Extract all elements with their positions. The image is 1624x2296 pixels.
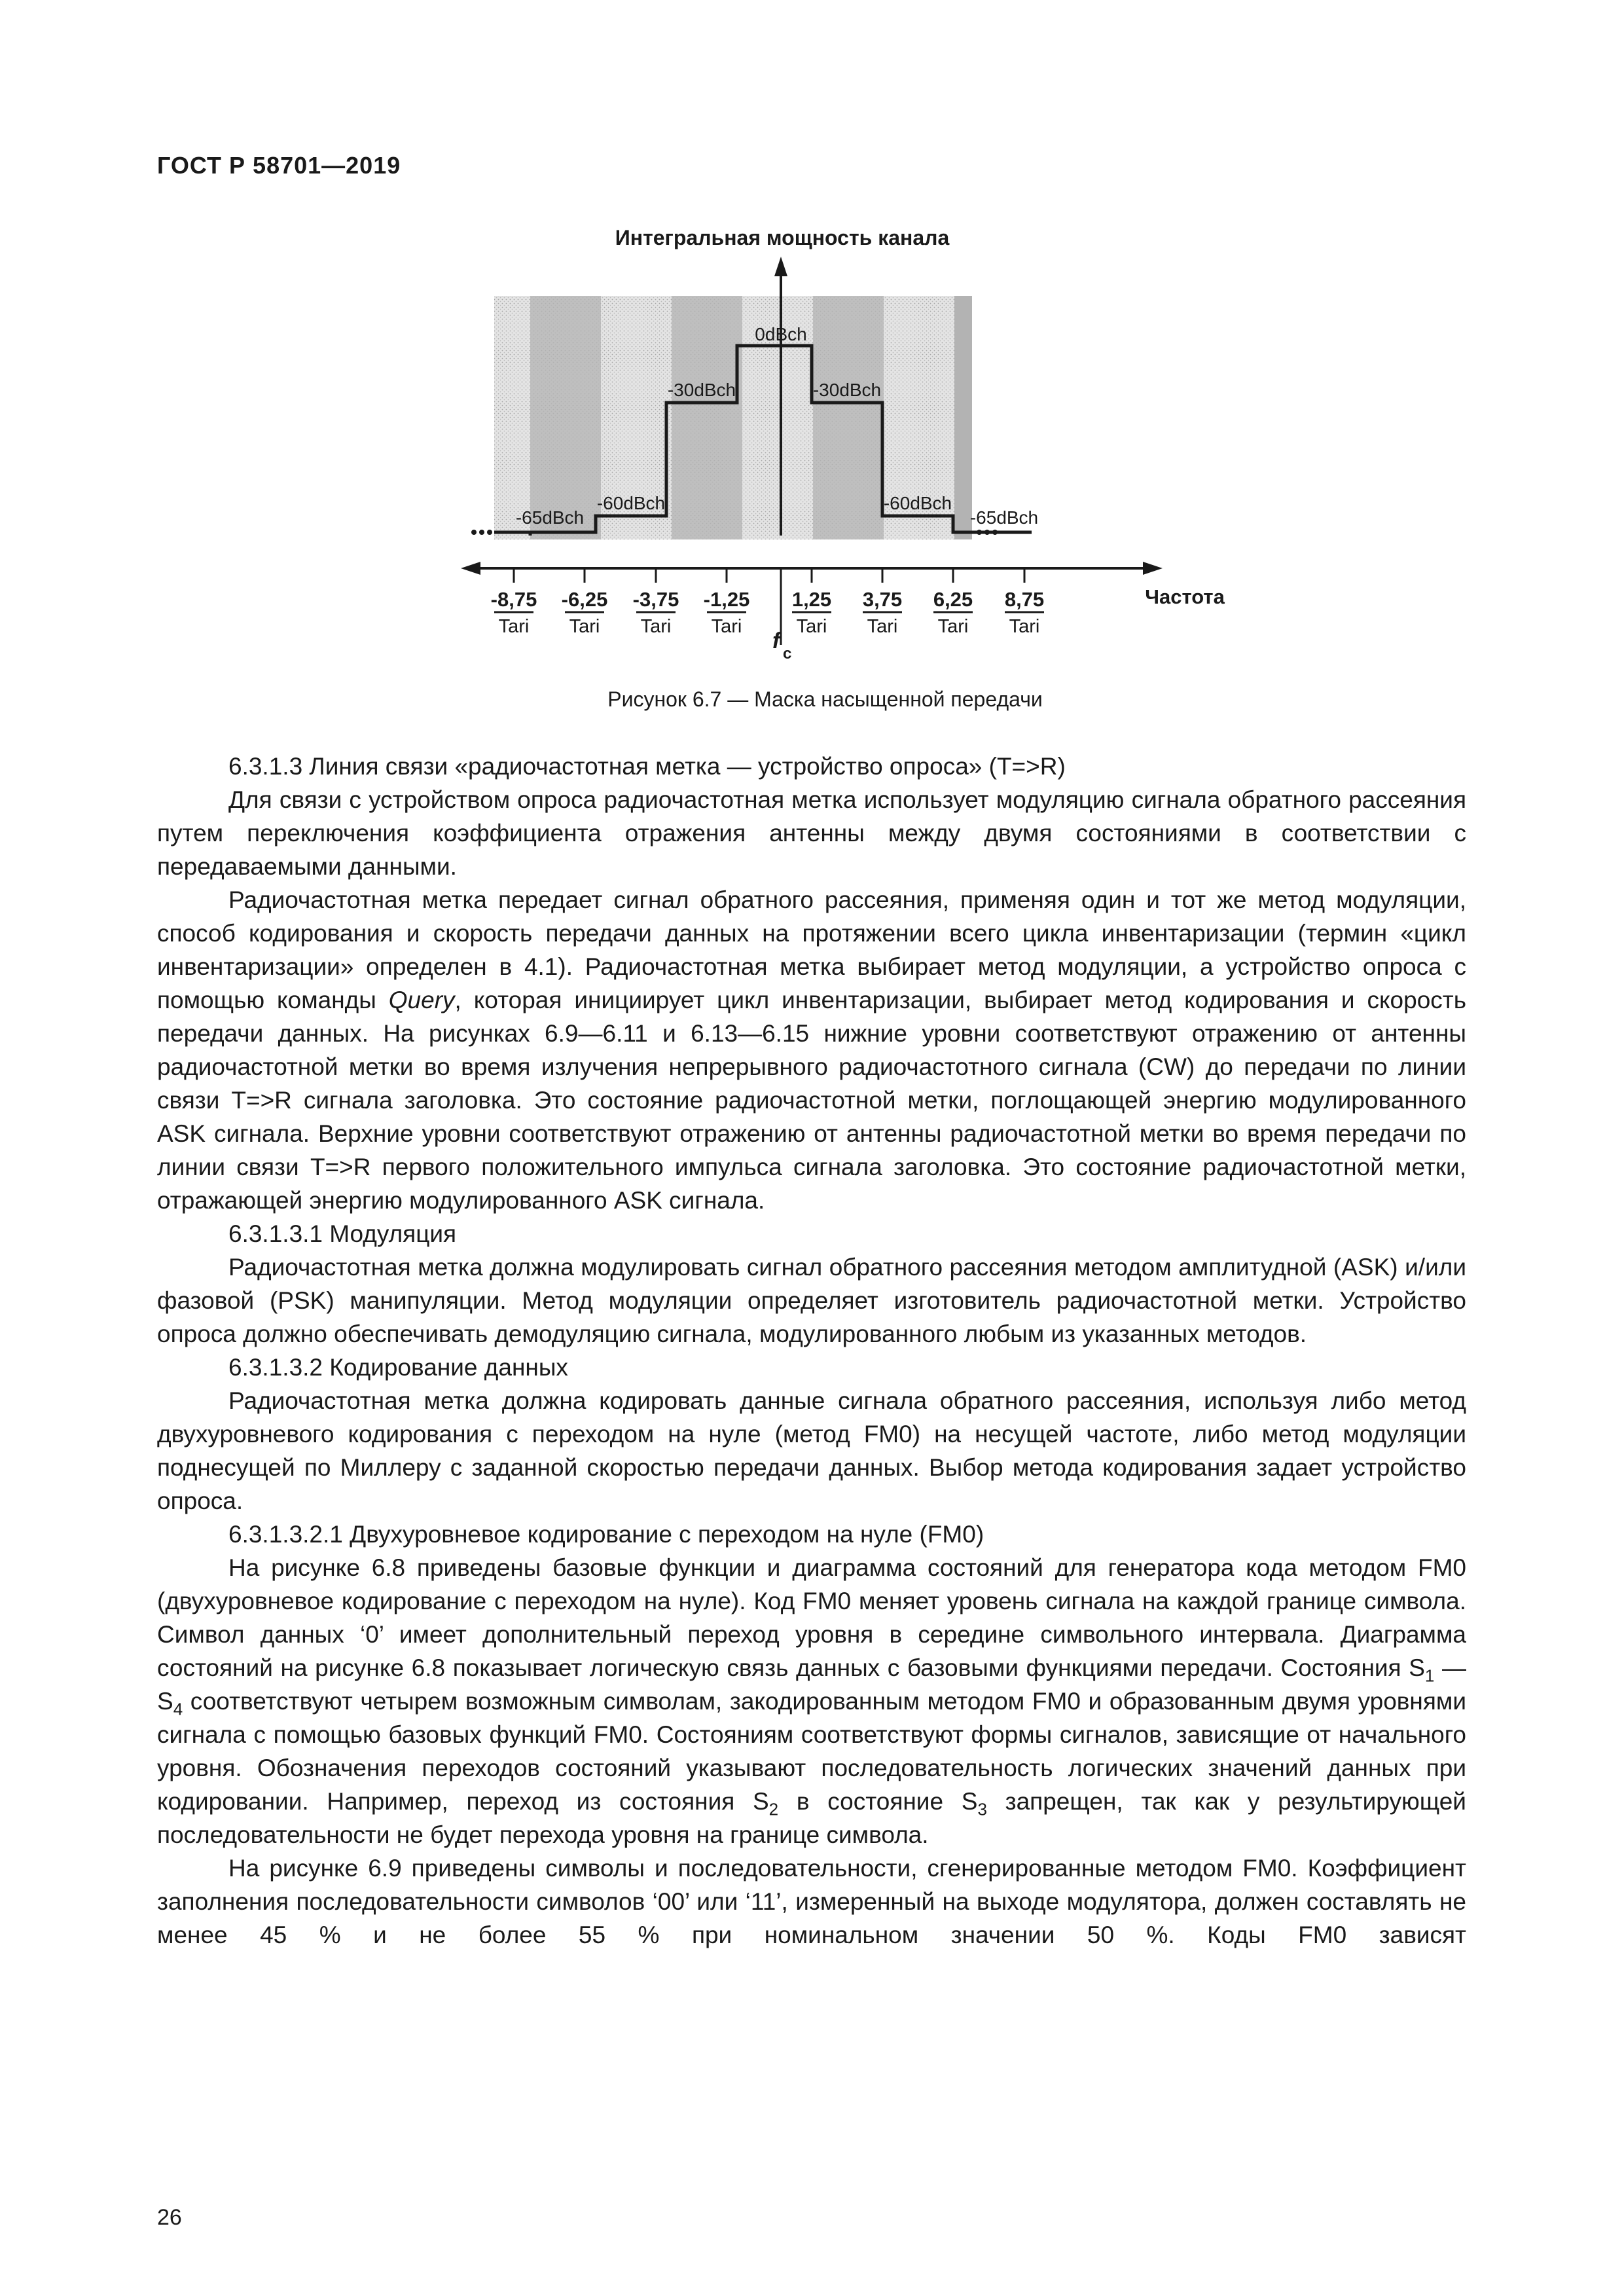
- center-frequency-subscript: c: [783, 645, 792, 663]
- x-tick-unit: Tari: [640, 616, 672, 637]
- paragraph-data-encoding: Радиочастотная метка должна кодировать данные сигнала обратного рассеяния, используя либо метод двухуровневого кодирования с переходом на нуле (метод FM0) на несущей частоте, либо метод модуляции поднесущей по Миллеру с заданной скоростью передачи данных. Выбор метода кодирования задает устройство опроса.: [157, 1387, 1466, 1514]
- dot-left-3: [487, 530, 492, 535]
- x-tick-unit: Tari: [937, 616, 969, 637]
- paragraph-fm0-sequences: На рисунке 6.9 приведены символы и последовательности, сгенерированные методом FM0. Коэффициент заполнения последовательности символов ‘00’ или ‘11’, измеренный на выходе модулятора, должен составлять не менее 45 % и не более 55 % при номинальном значении 50 %. Коды FM0 зависят: [157, 1855, 1466, 1948]
- x-axis-left-arrow-icon: [461, 562, 480, 575]
- dot-left-2: [479, 530, 484, 535]
- section-heading-6-3-1-3-1: 6.3.1.3.1 Модуляция: [228, 1220, 457, 1247]
- x-tick-value: -1,25: [703, 588, 750, 611]
- x-tick-unit: Tari: [796, 616, 827, 637]
- body-text: [157, 750, 1466, 1952]
- dot-right-1: [977, 530, 982, 535]
- level-label-30-right: -30dBch: [812, 380, 882, 400]
- chart-title: Интегральная мощность канала: [615, 226, 950, 249]
- paragraph-inventory-cycle: Радиочастотная метка передает сигнал обратного рассеяния, применяя один и тот же метод модуляции, способ кодирования и скорость передачи данных на протяжении всего цикла инвентаризации (термин «цикл инвентаризации» определен в 4.1). Радиочастотная метка выбирает метод модуляции, а устройство опроса с помощью команды Query, которая инициирует цикл инвентаризации, выбирает метод кодирования и скорость передачи данных. На рисунках 6.9—6.11 и 6.13—6.15 нижние уровни соответствуют отражению от антенны радиочастотной метки во время излучения непрерывного радиочастотного сигнала (CW) до передачи по линии связи T=>R сигнала заголовка. Это состояние радиочастотной метки, поглощающей энергию модулированного ASK сигнала. Верхние уровни соответствуют отражению от антенны радиочастотной метки во время передачи по линии связи T=>R первого положительного импульса сигнала заголовка. Это состояние радиочастотной метки, отражающей энергию модулированного ASK сигнала.: [157, 886, 1467, 1214]
- level-label-60-right: -60dBch: [883, 493, 952, 513]
- x-axis-ticks: [491, 568, 1045, 637]
- x-tick-value: -6,25: [561, 588, 608, 611]
- x-tick-value: -8,75: [490, 588, 537, 611]
- x-tick-value: -3,75: [632, 588, 679, 611]
- x-tick-unit: Tari: [867, 616, 898, 637]
- x-tick-unit: Tari: [569, 616, 600, 637]
- level-label-65-right: -65dBch: [969, 507, 1039, 528]
- page-number: 26: [157, 2205, 182, 2230]
- figure-transmit-mask: [419, 216, 1225, 687]
- level-label-0dbch: 0dBch: [755, 324, 807, 344]
- section-heading-6-3-1-3-2: 6.3.1.3.2 Кодирование данных: [228, 1354, 568, 1381]
- figure-caption: Рисунок 6.7 — Маска насыщенной передачи: [607, 687, 1043, 711]
- paragraph-modulation-intro: Для связи с устройством опроса радиочастотная метка использует модуляцию сигнала обратного рассеяния путем переключения коэффициента отражения антенны между двумя состояниями в соответствии с передаваемыми данными.: [157, 786, 1466, 880]
- x-axis-label: Частота: [1145, 585, 1225, 608]
- x-axis-right-arrow-icon: [1143, 562, 1163, 575]
- section-heading-6-3-1-3-2-1: 6.3.1.3.2.1 Двухуровневое кодирование с переходом на нуле (FM0): [228, 1521, 984, 1548]
- dot-right-3: [992, 530, 998, 535]
- x-tick-unit: Tari: [498, 616, 530, 637]
- level-label-65-left: -65dBch: [515, 507, 585, 528]
- x-tick-unit: Tari: [1009, 616, 1040, 637]
- paragraph-modulation: Радиочастотная метка должна модулировать сигнал обратного рассеяния методом амплитудной (ASK) и/или фазовой (PSK) манипуляции. Метод модуляции определяет изготовитель радиочастотной метки. Устройство опроса должно обеспечивать демодуляцию сигнала, модулированного любым из указанных методов.: [157, 1254, 1466, 1347]
- x-tick-unit: Tari: [711, 616, 742, 637]
- level-label-30-left: -30dBch: [667, 380, 736, 400]
- section-heading-6-3-1-3: 6.3.1.3 Линия связи «радиочастотная метка — устройство опроса» (T=>R): [228, 753, 1066, 780]
- transmit-mask-chart: [419, 216, 1225, 687]
- document-code-header: ГОСТ Р 58701—2019: [157, 152, 401, 179]
- band-dark-4: [954, 296, 972, 539]
- x-tick-value: 8,75: [1004, 588, 1045, 611]
- dot-left-1: [471, 530, 477, 535]
- x-tick-value: 3,75: [862, 588, 903, 611]
- center-frequency-label: f: [772, 629, 780, 653]
- paragraph-fm0-description: На рисунке 6.8 приведены базовые функции и диаграмма состояний для генератора кода методом FM0 (двухуровневое кодирование с переходом на нуле). Код FM0 меняет уровень сигнала на каждой границе символа. Символ данных ‘0’ имеет дополнительный переход уровня в середине символьного интервала. Диаграмма состояний на рисунке 6.8 показывает логическую связь данных с базовыми функциями передачи. Состояния $S_1$ — $S_4$ соответствуют четырем возможным символам, закодированным методом FM0 и образованным двумя уровнями сигнала с помощью базовых функций FM0. Состояниям соответствуют формы сигналов, зависящие от начального уровня. Обозначения переходов состояний указывают последовательность логических значений данных при кодировании. Например, переход из состояния $S_2$ в состояние $S_3$ запрещен, так как у результирующей последовательности не будет перехода уровня на границе символа.: [157, 1554, 1467, 1848]
- y-axis-arrow-icon: [774, 257, 787, 276]
- x-tick-value: 1,25: [791, 588, 832, 611]
- x-tick-value: 6,25: [933, 588, 973, 611]
- dot-right-2: [984, 530, 990, 535]
- level-label-60-left: -60dBch: [596, 493, 666, 513]
